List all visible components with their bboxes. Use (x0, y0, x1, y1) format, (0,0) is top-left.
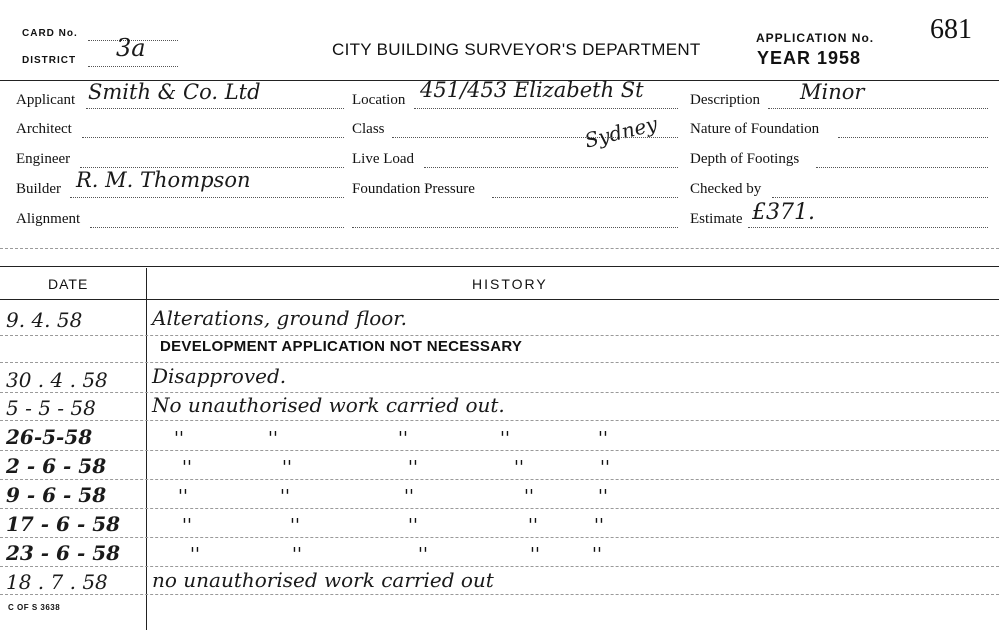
description-line (768, 108, 988, 109)
row-rule (0, 479, 999, 480)
header-row-border (0, 299, 999, 300)
estimate-label: Estimate (690, 211, 743, 227)
architect-line (82, 137, 344, 138)
nature-of-foundation-label: Nature of Foundation (690, 121, 820, 137)
ditto-mark: '' (182, 515, 192, 536)
applicant-line (86, 108, 344, 109)
form-code: C OF S 3638 (8, 603, 61, 612)
ditto-mark: '' (592, 544, 602, 565)
history-date: 23 - 6 - 58 (6, 541, 121, 565)
ditto-mark: '' (594, 515, 604, 536)
history-date: 2 - 6 - 58 (6, 454, 107, 478)
location-value: 451/453 Elizabeth St (420, 78, 644, 102)
history-date: 17 - 6 - 58 (6, 512, 121, 536)
history-entry: no unauthorised work carried out (152, 568, 494, 592)
ditto-mark: '' (524, 486, 534, 507)
history-date: 9. 4. 58 (6, 308, 83, 332)
history-date: 26-5-58 (6, 425, 93, 449)
row-rule (0, 335, 999, 336)
column2-blank-line (352, 227, 678, 228)
checked-by-line (772, 197, 988, 198)
ditto-mark: '' (190, 544, 200, 565)
date-column-divider (146, 268, 147, 630)
fields-faint-rule (0, 248, 999, 249)
alignment-label: Alignment (16, 211, 81, 227)
ditto-mark: '' (408, 457, 418, 478)
applicant-label: Applicant (16, 92, 76, 108)
history-entry: Disapproved. (152, 364, 287, 388)
architect-label: Architect (16, 121, 72, 137)
history-header: HISTORY (472, 276, 548, 292)
estimate-value: £371. (752, 200, 815, 225)
checked-by-label: Checked by (690, 181, 762, 197)
application-no-label: APPLICATION No. (756, 31, 875, 45)
estimate-line (748, 227, 988, 228)
card-no-label: CARD No. (22, 28, 78, 39)
foundation-pressure-line (492, 197, 678, 198)
date-header: DATE (48, 276, 89, 292)
ditto-mark: '' (282, 457, 292, 478)
history-date: 30 . 4 . 58 (6, 368, 108, 392)
row-rule (0, 420, 999, 421)
location-line (414, 108, 678, 109)
ditto-mark: '' (398, 428, 408, 449)
builder-value: R. M. Thompson (76, 168, 251, 192)
description-label: Description (690, 92, 760, 108)
engineer-label: Engineer (16, 151, 71, 167)
row-rule (0, 362, 999, 363)
ditto-mark: '' (404, 486, 414, 507)
history-entry: Alterations, ground floor. (152, 306, 407, 330)
history-date: 18 . 7 . 58 (6, 570, 108, 594)
department-title: CITY BUILDING SURVEYOR'S DEPARTMENT (332, 40, 701, 59)
district-label: DISTRICT (22, 55, 77, 66)
district-value: 3a (116, 34, 146, 62)
row-rule (0, 566, 999, 567)
depth-of-footings-label: Depth of Footings (690, 151, 800, 167)
row-rule (0, 450, 999, 451)
ditto-mark: '' (418, 544, 428, 565)
row-rule (0, 508, 999, 509)
history-top-border (0, 266, 999, 267)
ditto-mark: '' (598, 486, 608, 507)
builder-label: Builder (16, 181, 61, 197)
development-stamp: DEVELOPMENT APPLICATION NOT NECESSARY (160, 338, 523, 355)
history-entry: No unauthorised work carried out. (152, 393, 505, 417)
ditto-mark: '' (600, 457, 610, 478)
history-date: 9 - 6 - 58 (6, 483, 107, 507)
ditto-mark: '' (514, 457, 524, 478)
ditto-mark: '' (292, 544, 302, 565)
live-load-line (424, 167, 678, 168)
ditto-mark: '' (280, 486, 290, 507)
location-city: Sydney (582, 111, 660, 153)
ditto-mark: '' (174, 428, 184, 449)
depth-of-footings-line (816, 167, 988, 168)
foundation-pressure-label: Foundation Pressure (352, 181, 475, 197)
ditto-mark: '' (528, 515, 538, 536)
class-line (392, 137, 678, 138)
ditto-mark: '' (182, 457, 192, 478)
applicant-value: Smith & Co. Ltd (88, 80, 261, 104)
year-label: YEAR 1958 (757, 48, 862, 68)
history-date: 5 - 5 - 58 (6, 396, 96, 420)
ditto-mark: '' (268, 428, 278, 449)
ditto-mark: '' (408, 515, 418, 536)
district-line (88, 66, 178, 67)
class-label: Class (352, 121, 385, 137)
ditto-mark: '' (290, 515, 300, 536)
location-label: Location (352, 92, 406, 108)
ditto-mark: '' (530, 544, 540, 565)
row-rule (0, 594, 999, 595)
alignment-line (90, 227, 344, 228)
builder-line (70, 197, 344, 198)
ditto-mark: '' (178, 486, 188, 507)
row-rule (0, 537, 999, 538)
nature-of-foundation-line (838, 137, 988, 138)
live-load-label: Live Load (352, 151, 415, 167)
ditto-mark: '' (500, 428, 510, 449)
description-value: Minor (800, 80, 865, 104)
ditto-mark: '' (598, 428, 608, 449)
application-no-value: 681 (930, 14, 972, 45)
